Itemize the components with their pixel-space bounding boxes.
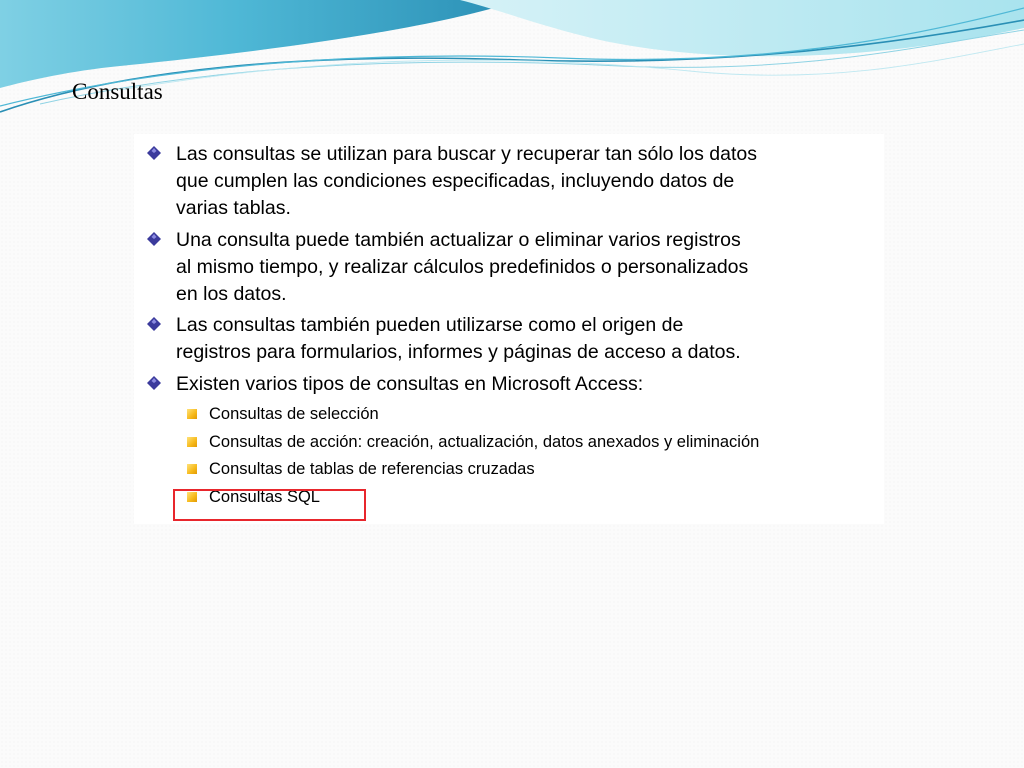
header-wave-decoration (0, 0, 1024, 130)
slide-title: Consultas (72, 79, 163, 104)
bullet-item (176, 141, 876, 222)
diamond-bullet-icon (147, 376, 161, 390)
bullet-line: Una consulta puede también actualizar o eliminar varios registros (176, 229, 741, 251)
bullet-line: que cumplen las condiciones especificadas, incluyendo datos de (176, 170, 735, 192)
diamond-bullet-icon (147, 146, 161, 160)
bullet-item (176, 227, 876, 308)
bullet-item (176, 312, 876, 366)
square-bullet-icon (187, 464, 197, 474)
sub-item-label: Consultas SQL (209, 488, 320, 506)
bullet-line: Existen varios tipos de consultas en Microsoft Access: (176, 373, 644, 395)
square-bullet-icon (187, 409, 197, 419)
diamond-bullet-icon (147, 232, 161, 246)
sub-list-item (209, 459, 879, 479)
bullet-line: Las consultas también pueden utilizarse como el origen de (176, 314, 684, 336)
bullet-line: registros para formularios, informes y páginas de acceso a datos. (176, 341, 741, 363)
sub-item-label: Consultas de tablas de referencias cruzadas (209, 460, 535, 478)
sub-list-item (209, 404, 879, 424)
bullet-line: Las consultas se utilizan para buscar y recuperar tan sólo los datos (176, 143, 757, 165)
bullet-line: al mismo tiempo, y realizar cálculos predefinidos o personalizados (176, 256, 749, 278)
sql-highlight-box (173, 489, 366, 521)
bullet-item (176, 371, 876, 398)
bullet-line: varias tablas. (176, 197, 291, 219)
bullet-line: en los datos. (176, 283, 287, 305)
diamond-bullet-icon (147, 317, 161, 331)
sub-item-label: Consultas de selección (209, 405, 379, 423)
sub-list-item (209, 432, 879, 452)
content-panel (134, 134, 884, 524)
square-bullet-icon (187, 437, 197, 447)
sub-item-label: Consultas de acción: creación, actualización, datos anexados y eliminación (209, 433, 760, 451)
